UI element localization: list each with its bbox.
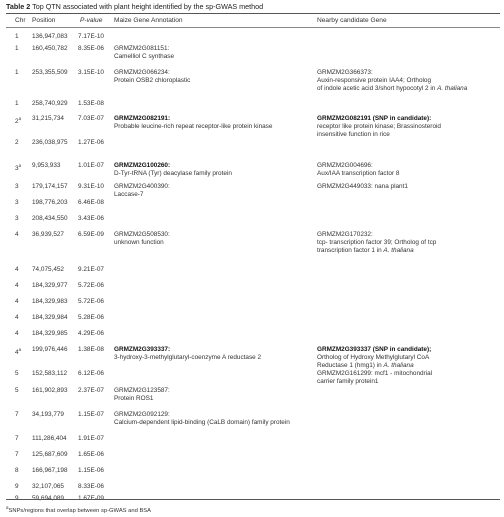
- cell-position: 160,450,782: [32, 45, 68, 52]
- cell-nearby-line: GRMZM2G449033: nana plant1: [317, 183, 408, 190]
- cell-chr: 5: [15, 370, 19, 377]
- cell-chr: 3: [15, 199, 19, 206]
- cell-chr: 4: [15, 330, 19, 337]
- cell-annotation-line: GRMZM2G508530:: [114, 231, 170, 238]
- cell-nearby-line: GRMZM2G393337 (SNP in candidate);: [317, 346, 432, 353]
- cell-pvalue: 7.03E-07: [78, 115, 104, 122]
- footnote-text: SNPs/regions that overlap between sp-GWAS and BSA: [8, 507, 152, 514]
- header-position: Position: [32, 17, 56, 24]
- cell-nearby-line: GRMZM2G082191 (SNP in candidate):: [317, 115, 432, 122]
- cell-annotation-line: Laccase-7: [114, 191, 144, 198]
- cell-nearby-line: GRMZM2G004696:: [317, 162, 373, 169]
- cell-chr: 7: [15, 435, 19, 442]
- cell-chr: 1: [15, 33, 19, 40]
- cell-nearby-line: transcription factor 1 in A. thaliana: [317, 247, 414, 254]
- species-name: A. thaliana: [437, 85, 468, 92]
- cell-chr: 1: [15, 69, 19, 76]
- cell-pvalue: 1.27E-06: [78, 139, 104, 146]
- cell-nearby-line: GRMZM2G366373:: [317, 69, 373, 76]
- cell-pvalue: 9.21E-07: [78, 266, 104, 273]
- cell-nearby-line: Ortholog of Hydroxy Methylglutaryl CoA: [317, 354, 430, 361]
- cell-position: 184,329,984: [32, 314, 68, 321]
- cell-position: 136,947,083: [32, 33, 68, 40]
- cell-position: 184,329,983: [32, 298, 68, 305]
- cell-position: 258,740,929: [32, 100, 68, 107]
- species-name: A. thaliana: [383, 362, 414, 369]
- cell-annotation-line: GRMZM2G092129:: [114, 411, 170, 418]
- overlap-mark: a: [18, 116, 22, 121]
- cell-pvalue: 3.43E-06: [78, 215, 104, 222]
- cell-pvalue: 1.01E-07: [78, 162, 104, 169]
- cell-chr: 4$^a$: [15, 347, 22, 357]
- cell-position: 31,215,734: [32, 115, 64, 122]
- footnote-mark: a: [6, 505, 9, 510]
- cell-pvalue: 9.31E-10: [78, 183, 104, 190]
- cell-pvalue: 1.15E-06: [78, 467, 104, 474]
- cell-chr: 2$^a$: [15, 116, 22, 126]
- footnote: [6, 505, 151, 514]
- cell-position: 32,107,065: [32, 483, 64, 490]
- cell-pvalue: 3.15E-10: [78, 69, 104, 76]
- cell-nearby-line: of indole acetic acid 3/short hypocotyl 2 in A. thaliana: [317, 85, 468, 92]
- header-rule: [6, 27, 500, 28]
- cell-annotation-line: Camelliol C synthase: [114, 53, 175, 60]
- cell-annotation-line: D-Tyr-tRNA (Tyr) deacylase family protein: [114, 170, 232, 177]
- cell-position: 253,355,509: [32, 69, 68, 76]
- cell-annotation-line: unknown function: [114, 239, 164, 246]
- cell-chr: 7: [15, 411, 19, 418]
- cell-nearby-line: carrier family protein1: [317, 378, 379, 385]
- cell-position: 236,038,975: [32, 139, 68, 146]
- cell-chr: 8: [15, 467, 19, 474]
- cell-chr: 9: [15, 483, 19, 490]
- cell-chr: 4: [15, 298, 19, 305]
- cell-pvalue: 1.38E-08: [78, 346, 104, 353]
- cell-chr: 2: [15, 139, 19, 146]
- cell-position: 179,174,157: [32, 183, 68, 190]
- cell-annotation-line: Calcium-dependent lipid-binding (CaLB domain) family protein: [114, 419, 290, 426]
- cell-nearby-line: Reductase 1 (hmg1) in A. thaliana: [317, 362, 414, 369]
- cell-nearby-line: tcp- transcription factor 39; Ortholog of tcp: [317, 239, 437, 246]
- cell-chr: 4: [15, 231, 19, 238]
- cell-pvalue: 1.15E-07: [78, 411, 104, 418]
- cell-chr: 3$^a$: [15, 163, 22, 173]
- cell-nearby-line: receptor like protein kinase; Brassinosteroid: [317, 123, 441, 130]
- table-title: Top QTN associated with plant height identified by the sp-GWAS method: [32, 2, 264, 11]
- cell-annotation-line: Probable leucine-rich repeat receptor-like protein kinase: [114, 123, 273, 130]
- cell-nearby-line: Aux/IAA transcription factor 8: [317, 170, 400, 177]
- cell-chr: 4: [15, 314, 19, 321]
- cell-position: 184,329,985: [32, 330, 68, 337]
- cell-position: 9,953,933: [32, 162, 61, 169]
- cell-position: 161,902,893: [32, 387, 68, 394]
- cell-pvalue: 6.46E-08: [78, 199, 104, 206]
- cell-annotation-line: GRMZM2G393337:: [114, 346, 171, 353]
- cell-chr: 4: [15, 282, 19, 289]
- cell-nearby-line: Auxin-responsive protein IAA4; Ortholog: [317, 77, 432, 84]
- cell-chr: 3: [15, 215, 19, 222]
- cell-annotation-line: GRMZM2G400390:: [114, 183, 170, 190]
- cell-annotation-line: Protein OSB2 chloroplastic: [114, 77, 191, 84]
- cell-position: 125,687,609: [32, 451, 68, 458]
- header-annotation: Maize Gene Annotation: [114, 17, 183, 24]
- cell-position: 36,939,527: [32, 231, 64, 238]
- cell-position: 111,286,404: [32, 435, 67, 442]
- cell-annotation-line: GRMZM2G100260:: [114, 162, 171, 169]
- header-pvalue: P-value: [80, 17, 103, 24]
- cell-chr: 1: [15, 100, 19, 107]
- cell-chr: 7: [15, 451, 19, 458]
- cell-position: 166,967,198: [32, 467, 68, 474]
- table-caption: [6, 2, 263, 11]
- header-nearby: Nearby candidate Gene: [317, 17, 387, 24]
- cell-pvalue: 5.72E-06: [78, 298, 104, 305]
- cell-pvalue: 8.33E-06: [78, 483, 104, 490]
- cell-chr: 3: [15, 183, 19, 190]
- cell-pvalue: 1.91E-07: [78, 435, 104, 442]
- cell-annotation-line: GRMZM2G082191:: [114, 115, 171, 122]
- cell-pvalue: 6.59E-09: [78, 231, 104, 238]
- cell-pvalue: 1.65E-06: [78, 451, 104, 458]
- cell-pvalue: 1.53E-08: [78, 100, 104, 107]
- cell-pvalue: 5.28E-06: [78, 314, 104, 321]
- cell-pvalue: 6.12E-06: [78, 370, 104, 377]
- cell-position: 198,776,203: [32, 199, 68, 206]
- cell-position: 152,583,112: [32, 370, 68, 377]
- cell-annotation-line: GRMZM2G066234:: [114, 69, 170, 76]
- cell-position: 208,434,550: [32, 215, 68, 222]
- species-name: A. thaliana: [383, 247, 414, 254]
- cell-pvalue: 8.35E-06: [78, 45, 104, 52]
- table-label: Table 2: [6, 2, 31, 11]
- cell-position: 199,976,446: [32, 346, 68, 353]
- overlap-mark: a: [18, 163, 22, 168]
- cell-position: 184,329,977: [32, 282, 68, 289]
- cell-annotation-line: Protein ROS1: [114, 395, 154, 402]
- cell-annotation-line: GRMZM2G081151:: [114, 45, 170, 52]
- top-rule: [6, 13, 500, 14]
- cell-nearby-line: GRMZM2G161299: mcf1 - mitochondrial: [317, 370, 433, 377]
- bottom-rule: [6, 499, 500, 500]
- header-chr: Chr: [15, 17, 26, 24]
- cell-pvalue: 7.17E-10: [78, 33, 104, 40]
- cell-nearby-line: insensitive function in rice: [317, 131, 390, 138]
- cell-annotation-line: 3-hydroxy-3-methylglutaryl-coenzyme A reductase 2: [114, 354, 262, 361]
- cell-nearby-line: GRMZM2G170232:: [317, 231, 373, 238]
- overlap-mark: a: [18, 347, 22, 352]
- cell-chr: 1: [15, 45, 19, 52]
- cell-chr: 5: [15, 387, 19, 394]
- cell-position: 74,075,452: [32, 266, 64, 273]
- cell-chr: 4: [15, 266, 19, 273]
- cell-position: 34,193,779: [32, 411, 64, 418]
- cell-annotation-line: GRMZM2G123587:: [114, 387, 170, 394]
- cell-pvalue: 4.29E-06: [78, 330, 104, 337]
- cell-pvalue: 5.72E-06: [78, 282, 104, 289]
- cell-pvalue: 2.37E-07: [78, 387, 104, 394]
